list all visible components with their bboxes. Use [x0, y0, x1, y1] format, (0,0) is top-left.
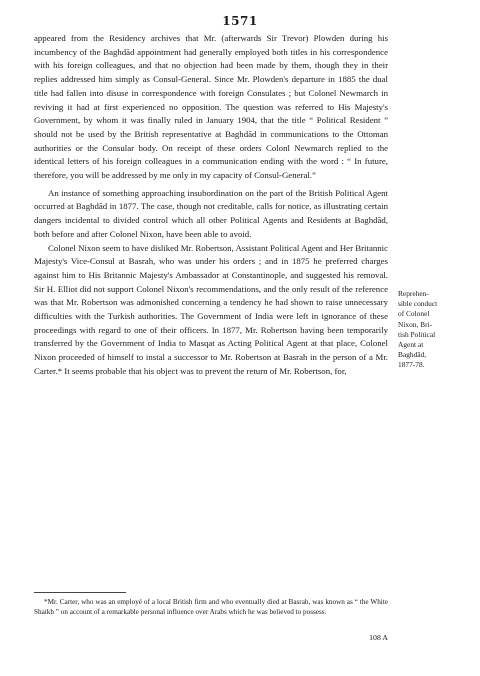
margin-note-line: tish Political: [398, 329, 436, 339]
margin-note-line: Reprehen-: [398, 289, 429, 298]
margin-note-line: of Colonel: [398, 309, 430, 319]
printer-signature: 108 A: [369, 633, 388, 642]
paragraph-3: Colonel Nixon seem to have disliked Mr. Robertson, Assistant Political Agent and Her Britannic Majesty's Vice-Consul at Basrah, who was under his orders ; and in 1875 he preferred charges against him to His Britannic Majesty's Ambassador at Constantinople, and suggested his removal. Sir H. Elliot did not support Colonel Nixon's recommendations, and the only result of the reference was that Mr. Robertson was admonished concerning a tendency he had shown to raise unnecessary difficulties with the Turkish authorities. The Government of India were left in ignorance of these proceedings with regard to one of their officers. In 1877, Mr. Robertson having been temporarily transferred by the Government of India to Masqat as Acting Political Agent at that place, Colonel Nixon proceeded of himself to instal a successor to Mr. Robertson at Basrah in the person of a Mr. Carter.* It seems probable that his object was to prevent the return of Mr. Robertson, for,: [34, 242, 388, 376]
margin-note-line: Agent at: [398, 340, 424, 350]
margin-note-line: Nixon, Bri-: [398, 319, 433, 329]
margin-note: [398, 289, 476, 371]
margin-note-line: Baghdād,: [398, 350, 427, 360]
margin-note-line: 1877-78.: [398, 360, 425, 370]
paragraph-2: An instance of something approaching insubordination on the part of the British Political Agent occurred at Baghdād in 1877. The case, though not creditable, calls for notice, as illustrating certain dangers incidental to divided control which all other Political Agents and Residents at Baghdād, both before and after Colonel Nixon, have been able to avoid.: [34, 187, 388, 239]
paragraph-1: appeared from the Residency archives that Mr. (afterwards Sir Trevor) Plowden during his incumbency of the Baghdād appointment had generally employed both titles in his correspondence with his foreign colleagues, and that no objection had been made by them, though they in their replies addressed him simply as Consul-General. Since Mr. Plowden's departure in 1885 the dual title had fallen into disuse in correspondence with foreign Consulates ; but Colonel Newmarch in reviving it had at first experienced no opposition. The question was referred to His Majesty's Government, by whom it was finally ruled in January 1904, that the title “ Political Resident ” should not be used by the British representative at Baghdād in communications to the Ottoman authorities or the Consular body. On receipt of these orders Colonl Newmarch replied to the identical letters of his foreign colleagues in a communication ending with the word : “ In future, therefore, you will be addressed by me only in my capacity of Consul-General.”: [34, 33, 388, 181]
main-text: [34, 32, 388, 379]
footnote-divider: [34, 592, 126, 593]
footnote: *Mr. Carter, who was an employé of a local British firm and who eventually died at Basrah, was known as “ the White Shaikh ” on account of a remarkable personal influence over Arabs which he was believed to possess.: [34, 598, 388, 616]
page-number: 1571: [222, 14, 258, 28]
margin-note-line: sible conduct: [398, 299, 438, 309]
